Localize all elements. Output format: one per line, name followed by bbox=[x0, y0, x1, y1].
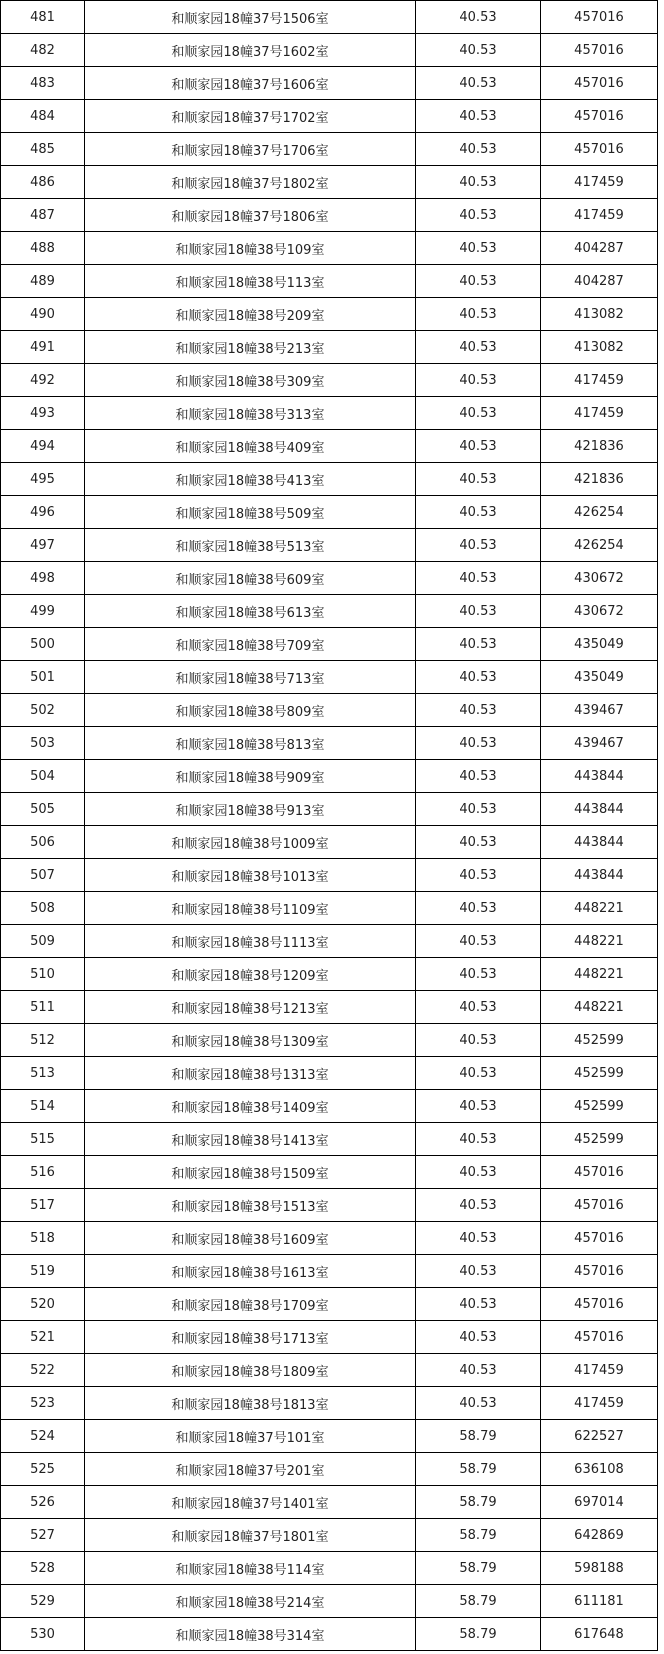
room-address-cell: 和顺家园18幢38号314室 bbox=[85, 1618, 416, 1651]
price-cell: 697014 bbox=[541, 1486, 658, 1519]
price-cell: 443844 bbox=[541, 826, 658, 859]
price-cell: 417459 bbox=[541, 1354, 658, 1387]
room-address-cell: 和顺家园18幢37号1801室 bbox=[85, 1519, 416, 1552]
room-address-cell: 和顺家园18幢38号609室 bbox=[85, 562, 416, 595]
price-cell: 417459 bbox=[541, 199, 658, 232]
area-cell: 40.53 bbox=[416, 562, 541, 595]
room-address-cell: 和顺家园18幢38号214室 bbox=[85, 1585, 416, 1618]
table-row bbox=[1, 1585, 658, 1618]
room-address-cell: 和顺家园18幢38号1309室 bbox=[85, 1024, 416, 1057]
area-cell: 40.53 bbox=[416, 661, 541, 694]
room-address-cell: 和顺家园18幢38号1109室 bbox=[85, 892, 416, 925]
price-cell: 448221 bbox=[541, 991, 658, 1024]
room-address-cell: 和顺家园18幢38号613室 bbox=[85, 595, 416, 628]
area-cell: 40.53 bbox=[416, 793, 541, 826]
price-cell: 452599 bbox=[541, 1024, 658, 1057]
area-cell: 58.79 bbox=[416, 1618, 541, 1651]
area-cell: 40.53 bbox=[416, 694, 541, 727]
area-cell: 58.79 bbox=[416, 1552, 541, 1585]
row-number-cell: 488 bbox=[1, 232, 85, 265]
area-cell: 40.53 bbox=[416, 628, 541, 661]
table-row bbox=[1, 265, 658, 298]
price-cell: 611181 bbox=[541, 1585, 658, 1618]
room-address-cell: 和顺家园18幢38号1809室 bbox=[85, 1354, 416, 1387]
table-row bbox=[1, 694, 658, 727]
table-row bbox=[1, 859, 658, 892]
row-number-cell: 520 bbox=[1, 1288, 85, 1321]
table-row bbox=[1, 1486, 658, 1519]
row-number-cell: 529 bbox=[1, 1585, 85, 1618]
area-cell: 58.79 bbox=[416, 1585, 541, 1618]
row-number-cell: 500 bbox=[1, 628, 85, 661]
table-row bbox=[1, 1189, 658, 1222]
price-cell: 426254 bbox=[541, 529, 658, 562]
room-address-cell: 和顺家园18幢38号1209室 bbox=[85, 958, 416, 991]
table-row bbox=[1, 991, 658, 1024]
room-address-cell: 和顺家园18幢38号1813室 bbox=[85, 1387, 416, 1420]
room-address-cell: 和顺家园18幢38号1213室 bbox=[85, 991, 416, 1024]
area-cell: 40.53 bbox=[416, 364, 541, 397]
table-row bbox=[1, 1090, 658, 1123]
row-number-cell: 489 bbox=[1, 265, 85, 298]
table-body bbox=[1, 1, 658, 1651]
area-cell: 40.53 bbox=[416, 1288, 541, 1321]
table-row bbox=[1, 760, 658, 793]
area-cell: 40.53 bbox=[416, 331, 541, 364]
table-row bbox=[1, 1552, 658, 1585]
room-address-cell: 和顺家园18幢38号409室 bbox=[85, 430, 416, 463]
price-cell: 457016 bbox=[541, 100, 658, 133]
table-row bbox=[1, 496, 658, 529]
row-number-cell: 519 bbox=[1, 1255, 85, 1288]
room-address-cell: 和顺家园18幢38号513室 bbox=[85, 529, 416, 562]
price-cell: 439467 bbox=[541, 694, 658, 727]
area-cell: 40.53 bbox=[416, 34, 541, 67]
price-cell: 457016 bbox=[541, 133, 658, 166]
row-number-cell: 484 bbox=[1, 100, 85, 133]
row-number-cell: 490 bbox=[1, 298, 85, 331]
price-cell: 448221 bbox=[541, 958, 658, 991]
room-address-cell: 和顺家园18幢38号309室 bbox=[85, 364, 416, 397]
table-row bbox=[1, 793, 658, 826]
price-cell: 439467 bbox=[541, 727, 658, 760]
row-number-cell: 511 bbox=[1, 991, 85, 1024]
table-row bbox=[1, 1, 658, 34]
room-address-cell: 和顺家园18幢38号109室 bbox=[85, 232, 416, 265]
area-cell: 40.53 bbox=[416, 1090, 541, 1123]
table-row bbox=[1, 661, 658, 694]
area-cell: 40.53 bbox=[416, 991, 541, 1024]
area-cell: 40.53 bbox=[416, 265, 541, 298]
row-number-cell: 525 bbox=[1, 1453, 85, 1486]
area-cell: 58.79 bbox=[416, 1453, 541, 1486]
row-number-cell: 522 bbox=[1, 1354, 85, 1387]
room-address-cell: 和顺家园18幢38号709室 bbox=[85, 628, 416, 661]
room-address-cell: 和顺家园18幢38号809室 bbox=[85, 694, 416, 727]
row-number-cell: 485 bbox=[1, 133, 85, 166]
table-row bbox=[1, 1387, 658, 1420]
room-address-cell: 和顺家园18幢38号413室 bbox=[85, 463, 416, 496]
area-cell: 40.53 bbox=[416, 1123, 541, 1156]
room-address-cell: 和顺家园18幢38号1113室 bbox=[85, 925, 416, 958]
price-cell: 426254 bbox=[541, 496, 658, 529]
room-address-cell: 和顺家园18幢38号209室 bbox=[85, 298, 416, 331]
price-cell: 457016 bbox=[541, 1156, 658, 1189]
price-cell: 404287 bbox=[541, 265, 658, 298]
price-cell: 417459 bbox=[541, 1387, 658, 1420]
row-number-cell: 494 bbox=[1, 430, 85, 463]
table-row bbox=[1, 166, 658, 199]
table-row bbox=[1, 232, 658, 265]
row-number-cell: 504 bbox=[1, 760, 85, 793]
row-number-cell: 526 bbox=[1, 1486, 85, 1519]
row-number-cell: 486 bbox=[1, 166, 85, 199]
price-cell: 452599 bbox=[541, 1123, 658, 1156]
area-cell: 40.53 bbox=[416, 925, 541, 958]
table-row bbox=[1, 67, 658, 100]
row-number-cell: 513 bbox=[1, 1057, 85, 1090]
price-cell: 622527 bbox=[541, 1420, 658, 1453]
table-row bbox=[1, 727, 658, 760]
table-row bbox=[1, 34, 658, 67]
room-address-cell: 和顺家园18幢38号713室 bbox=[85, 661, 416, 694]
area-cell: 40.53 bbox=[416, 397, 541, 430]
price-cell: 443844 bbox=[541, 859, 658, 892]
area-cell: 40.53 bbox=[416, 430, 541, 463]
row-number-cell: 514 bbox=[1, 1090, 85, 1123]
table-row bbox=[1, 1354, 658, 1387]
price-cell: 404287 bbox=[541, 232, 658, 265]
row-number-cell: 499 bbox=[1, 595, 85, 628]
row-number-cell: 483 bbox=[1, 67, 85, 100]
row-number-cell: 491 bbox=[1, 331, 85, 364]
room-address-cell: 和顺家园18幢38号913室 bbox=[85, 793, 416, 826]
area-cell: 40.53 bbox=[416, 1, 541, 34]
price-cell: 457016 bbox=[541, 1321, 658, 1354]
table-row bbox=[1, 628, 658, 661]
price-cell: 443844 bbox=[541, 793, 658, 826]
room-address-cell: 和顺家园18幢37号101室 bbox=[85, 1420, 416, 1453]
area-cell: 40.53 bbox=[416, 100, 541, 133]
row-number-cell: 509 bbox=[1, 925, 85, 958]
row-number-cell: 492 bbox=[1, 364, 85, 397]
price-cell: 435049 bbox=[541, 661, 658, 694]
area-cell: 40.53 bbox=[416, 727, 541, 760]
row-number-cell: 506 bbox=[1, 826, 85, 859]
table-row bbox=[1, 430, 658, 463]
room-address-cell: 和顺家园18幢37号1602室 bbox=[85, 34, 416, 67]
row-number-cell: 515 bbox=[1, 1123, 85, 1156]
price-cell: 448221 bbox=[541, 925, 658, 958]
table-row bbox=[1, 1123, 658, 1156]
area-cell: 40.53 bbox=[416, 463, 541, 496]
area-cell: 40.53 bbox=[416, 760, 541, 793]
price-cell: 443844 bbox=[541, 760, 658, 793]
room-address-cell: 和顺家园18幢37号1706室 bbox=[85, 133, 416, 166]
room-address-cell: 和顺家园18幢38号213室 bbox=[85, 331, 416, 364]
table-row bbox=[1, 892, 658, 925]
row-number-cell: 502 bbox=[1, 694, 85, 727]
area-cell: 58.79 bbox=[416, 1486, 541, 1519]
table-row bbox=[1, 925, 658, 958]
room-address-cell: 和顺家园18幢37号1802室 bbox=[85, 166, 416, 199]
area-cell: 40.53 bbox=[416, 1189, 541, 1222]
room-address-cell: 和顺家园18幢38号909室 bbox=[85, 760, 416, 793]
room-address-cell: 和顺家园18幢38号1513室 bbox=[85, 1189, 416, 1222]
table-row bbox=[1, 1024, 658, 1057]
table-row bbox=[1, 364, 658, 397]
table-row bbox=[1, 1420, 658, 1453]
row-number-cell: 503 bbox=[1, 727, 85, 760]
area-cell: 40.53 bbox=[416, 529, 541, 562]
price-cell: 457016 bbox=[541, 34, 658, 67]
row-number-cell: 501 bbox=[1, 661, 85, 694]
price-cell: 642869 bbox=[541, 1519, 658, 1552]
price-cell: 598188 bbox=[541, 1552, 658, 1585]
table-row bbox=[1, 1321, 658, 1354]
area-cell: 40.53 bbox=[416, 496, 541, 529]
area-cell: 40.53 bbox=[416, 199, 541, 232]
room-address-cell: 和顺家园18幢37号1702室 bbox=[85, 100, 416, 133]
area-cell: 40.53 bbox=[416, 1387, 541, 1420]
row-number-cell: 487 bbox=[1, 199, 85, 232]
room-address-cell: 和顺家园18幢38号1013室 bbox=[85, 859, 416, 892]
table-row bbox=[1, 1222, 658, 1255]
price-cell: 457016 bbox=[541, 1255, 658, 1288]
price-cell: 417459 bbox=[541, 397, 658, 430]
area-cell: 40.53 bbox=[416, 595, 541, 628]
row-number-cell: 498 bbox=[1, 562, 85, 595]
room-address-cell: 和顺家园18幢38号1009室 bbox=[85, 826, 416, 859]
row-number-cell: 530 bbox=[1, 1618, 85, 1651]
row-number-cell: 497 bbox=[1, 529, 85, 562]
area-cell: 40.53 bbox=[416, 67, 541, 100]
area-cell: 40.53 bbox=[416, 1321, 541, 1354]
room-address-cell: 和顺家园18幢38号1613室 bbox=[85, 1255, 416, 1288]
row-number-cell: 495 bbox=[1, 463, 85, 496]
room-address-cell: 和顺家园18幢38号1413室 bbox=[85, 1123, 416, 1156]
table-row bbox=[1, 1255, 658, 1288]
price-cell: 417459 bbox=[541, 166, 658, 199]
table-row bbox=[1, 1288, 658, 1321]
room-address-cell: 和顺家园18幢38号1709室 bbox=[85, 1288, 416, 1321]
table-row bbox=[1, 529, 658, 562]
table-row bbox=[1, 826, 658, 859]
table-row bbox=[1, 595, 658, 628]
row-number-cell: 505 bbox=[1, 793, 85, 826]
room-address-cell: 和顺家园18幢38号1609室 bbox=[85, 1222, 416, 1255]
area-cell: 40.53 bbox=[416, 1156, 541, 1189]
table-row bbox=[1, 1453, 658, 1486]
area-cell: 40.53 bbox=[416, 1255, 541, 1288]
room-address-cell: 和顺家园18幢38号1713室 bbox=[85, 1321, 416, 1354]
table-row bbox=[1, 298, 658, 331]
area-cell: 40.53 bbox=[416, 826, 541, 859]
row-number-cell: 523 bbox=[1, 1387, 85, 1420]
table-row bbox=[1, 1519, 658, 1552]
area-cell: 40.53 bbox=[416, 892, 541, 925]
row-number-cell: 528 bbox=[1, 1552, 85, 1585]
price-cell: 413082 bbox=[541, 331, 658, 364]
table-row bbox=[1, 1156, 658, 1189]
price-cell: 457016 bbox=[541, 1, 658, 34]
area-cell: 40.53 bbox=[416, 958, 541, 991]
price-cell: 448221 bbox=[541, 892, 658, 925]
row-number-cell: 517 bbox=[1, 1189, 85, 1222]
row-number-cell: 518 bbox=[1, 1222, 85, 1255]
room-address-cell: 和顺家园18幢38号1313室 bbox=[85, 1057, 416, 1090]
area-cell: 40.53 bbox=[416, 1354, 541, 1387]
table-row bbox=[1, 1057, 658, 1090]
table-row bbox=[1, 100, 658, 133]
price-cell: 430672 bbox=[541, 562, 658, 595]
room-address-cell: 和顺家园18幢38号1409室 bbox=[85, 1090, 416, 1123]
row-number-cell: 481 bbox=[1, 1, 85, 34]
room-address-cell: 和顺家园18幢37号1506室 bbox=[85, 1, 416, 34]
area-cell: 58.79 bbox=[416, 1420, 541, 1453]
table-row bbox=[1, 133, 658, 166]
area-cell: 40.53 bbox=[416, 1057, 541, 1090]
area-cell: 40.53 bbox=[416, 232, 541, 265]
row-number-cell: 527 bbox=[1, 1519, 85, 1552]
price-cell: 457016 bbox=[541, 1189, 658, 1222]
row-number-cell: 482 bbox=[1, 34, 85, 67]
row-number-cell: 508 bbox=[1, 892, 85, 925]
room-address-cell: 和顺家园18幢37号1806室 bbox=[85, 199, 416, 232]
row-number-cell: 521 bbox=[1, 1321, 85, 1354]
room-address-cell: 和顺家园18幢38号113室 bbox=[85, 265, 416, 298]
room-address-cell: 和顺家园18幢38号813室 bbox=[85, 727, 416, 760]
table-row bbox=[1, 331, 658, 364]
table-row bbox=[1, 397, 658, 430]
row-number-cell: 496 bbox=[1, 496, 85, 529]
row-number-cell: 507 bbox=[1, 859, 85, 892]
row-number-cell: 516 bbox=[1, 1156, 85, 1189]
row-number-cell: 510 bbox=[1, 958, 85, 991]
price-cell: 617648 bbox=[541, 1618, 658, 1651]
room-address-cell: 和顺家园18幢37号1606室 bbox=[85, 67, 416, 100]
price-cell: 435049 bbox=[541, 628, 658, 661]
area-cell: 40.53 bbox=[416, 166, 541, 199]
area-cell: 40.53 bbox=[416, 133, 541, 166]
price-cell: 421836 bbox=[541, 463, 658, 496]
price-cell: 452599 bbox=[541, 1090, 658, 1123]
price-cell: 430672 bbox=[541, 595, 658, 628]
table-row bbox=[1, 463, 658, 496]
room-address-cell: 和顺家园18幢38号114室 bbox=[85, 1552, 416, 1585]
room-address-cell: 和顺家园18幢37号201室 bbox=[85, 1453, 416, 1486]
room-address-cell: 和顺家园18幢37号1401室 bbox=[85, 1486, 416, 1519]
area-cell: 40.53 bbox=[416, 1222, 541, 1255]
price-cell: 452599 bbox=[541, 1057, 658, 1090]
table-row bbox=[1, 1618, 658, 1651]
room-address-cell: 和顺家园18幢38号313室 bbox=[85, 397, 416, 430]
area-cell: 58.79 bbox=[416, 1519, 541, 1552]
price-cell: 421836 bbox=[541, 430, 658, 463]
row-number-cell: 524 bbox=[1, 1420, 85, 1453]
room-address-cell: 和顺家园18幢38号509室 bbox=[85, 496, 416, 529]
area-cell: 40.53 bbox=[416, 859, 541, 892]
table-row bbox=[1, 199, 658, 232]
table-row bbox=[1, 958, 658, 991]
price-cell: 457016 bbox=[541, 1288, 658, 1321]
row-number-cell: 493 bbox=[1, 397, 85, 430]
price-cell: 413082 bbox=[541, 298, 658, 331]
row-number-cell: 512 bbox=[1, 1024, 85, 1057]
price-cell: 636108 bbox=[541, 1453, 658, 1486]
price-cell: 457016 bbox=[541, 67, 658, 100]
area-cell: 40.53 bbox=[416, 1024, 541, 1057]
price-cell: 457016 bbox=[541, 1222, 658, 1255]
area-cell: 40.53 bbox=[416, 298, 541, 331]
table-row bbox=[1, 562, 658, 595]
price-cell: 417459 bbox=[541, 364, 658, 397]
room-address-cell: 和顺家园18幢38号1509室 bbox=[85, 1156, 416, 1189]
